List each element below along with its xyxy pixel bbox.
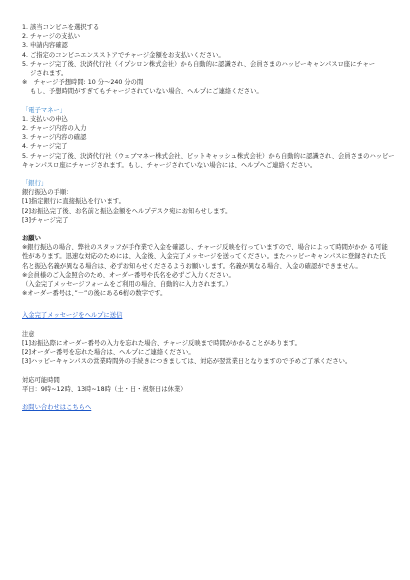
auto-input-note: （入金完了メッセージフォームをご利用の場合、自動的に入力されます。）	[22, 281, 232, 289]
convenience-store-section	[22, 23, 390, 97]
bank-transfer-note: ※銀行振込の場合、弊社のスタッフが手作業で入金を確認し、チャージ反映を行っていますので、場合によって時間がかか る可能性があります。迅速な対応のためには、入金後、入金完了メッセージを送ってください。またハッピーキャンパスに登録された氏名と振込名義が異なる場合は、必ずお知らせくださるようお願いします。名義が異なる場合、入金の確認ができません。	[22, 244, 388, 270]
emoney-section	[22, 106, 395, 170]
send-payment-message-link[interactable]: 入金完了メッセージをヘルプに送信	[22, 312, 123, 320]
caution-heading: 注意	[22, 330, 35, 338]
caution-item: [1]お振込際にオーダー番号の入力を忘れた場合、チャージ反映まで時間がかかることがあります。	[22, 339, 301, 347]
section-heading-bank: 「銀行」	[22, 180, 48, 188]
order-number-format-note: ※オーダー番号は、”－”の後にある6桁の数字です。	[22, 290, 167, 298]
charge-delay-note: もし、予想時間がすぎてもチャージされていない場合、ヘルプにご連絡ください。	[30, 88, 263, 96]
step-item: 2. チャージ内容の入力	[22, 125, 87, 133]
request-heading: お願い	[22, 235, 41, 243]
bank-step: [1]指定銀行に直接振込を行います。	[22, 198, 125, 206]
caution-section	[22, 330, 390, 367]
section-heading-emoney: 「電子マネー」	[22, 106, 67, 114]
step-item: 3. 申請内容確認	[22, 42, 68, 50]
step-item: 4. チャージ完了	[22, 143, 68, 151]
hours-heading: 対応可能時間	[22, 376, 60, 384]
charge-time-note: ※ チャージ予想時間: 10 分～240 分の間	[22, 79, 144, 87]
order-number-note: ※会員様のご入金照合のため、オーダー番号や氏名を必ずご入力ください。	[22, 271, 235, 279]
step-item: 5. チャージ完了後、決済代行社（ウェブマネー株式会社、ビットキャッシュ株式会社）から自動的に認識され、会員さまのハッピー	[22, 152, 395, 160]
business-hours: 平日：9時~12時、13時~18時（土・日・祝祭日は休業）	[22, 385, 187, 393]
step-item-continued: ジされます。	[30, 70, 68, 78]
step-item: 5. チャージ完了後、決済代行社（イプシロン株式会社）から自動的に認識され、会員さまのハッピーキャンパスロ座にチャー	[22, 60, 376, 68]
caution-item: [2]オーダー番号を忘れた場合は、ヘルプにご連絡ください。	[22, 349, 195, 357]
bank-section	[22, 179, 390, 225]
caution-item: [3]ハッピーキャンパスの営業時間外の手続きにつきましては、対応が翌営業日となりますので予めご了承ください。	[22, 358, 352, 366]
step-item-continued: キャンパスロ座にチャージされます。もし、チャージされていない場合には、ヘルプへご連絡ください。	[22, 161, 317, 169]
hours-section	[22, 376, 390, 394]
step-item: 1. 支払いの申込	[22, 115, 68, 123]
step-item: 3. チャージ内容の確認	[22, 134, 87, 142]
bank-step: [2]お振込完了後、お名前と振込金額をヘルプデスク宛にお知らせします。	[22, 207, 232, 215]
contact-link[interactable]: お問い合わせはこちらへ	[22, 403, 92, 411]
step-item: 2. チャージの支払い	[22, 33, 81, 41]
step-item: 4. ご指定のコンビニエンスストアでチャージ金額をお支払いください。	[22, 51, 225, 59]
request-section	[22, 234, 390, 298]
bank-step: [3]チャージ完了	[22, 216, 69, 224]
step-item: 1. 該当コンビニを選択する	[22, 24, 100, 31]
bank-procedure-title: 銀行振込の手順：	[22, 189, 73, 197]
send-message-row	[22, 311, 390, 320]
contact-row	[22, 403, 390, 412]
